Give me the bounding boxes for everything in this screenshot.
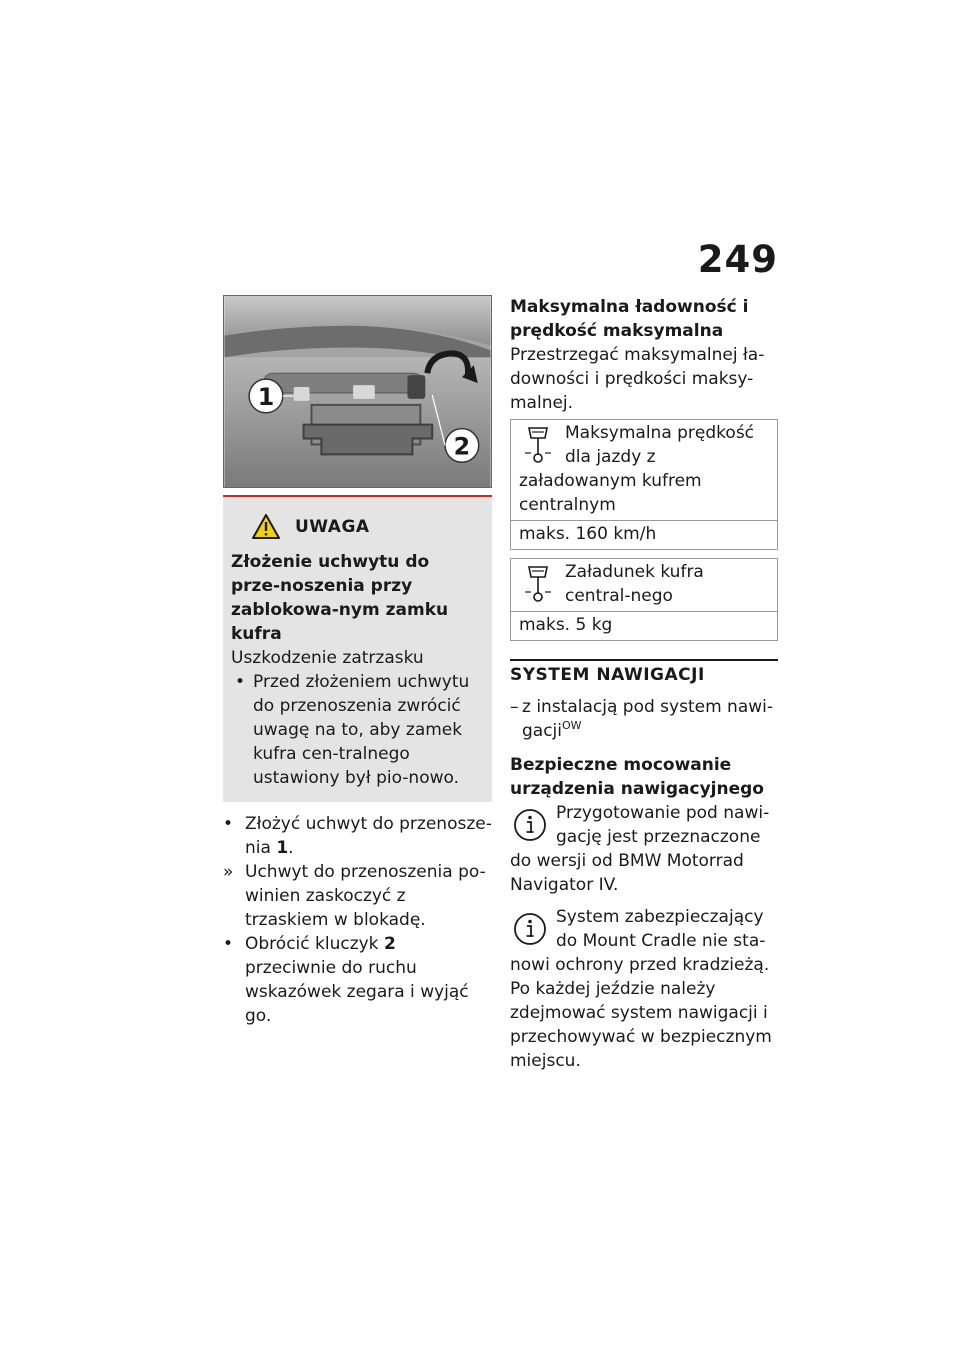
topcase-handle-illustration (223, 295, 492, 488)
nav-subheading: Bezpieczne mocowanie urządzenia nawigacyjnego (510, 755, 764, 799)
step-mark: » (223, 862, 234, 882)
equipment-note (510, 695, 778, 743)
spec-label: Załadunek kufra central-nego (565, 562, 704, 606)
steps-list (223, 812, 492, 1028)
info-text: System zabezpieczający do Mount Cradle nie sta-nowi ochrony przed kradzieżą. Po każdej jeździe należy zdejmować system nawigacji i przechowywać w bezpiecznym miejscu. (510, 907, 772, 1071)
page-number: 249 (697, 238, 778, 281)
info-icon (512, 807, 548, 843)
technical-data-icon (521, 425, 555, 465)
spec-table-load (510, 558, 778, 641)
warning-bullet (231, 670, 484, 790)
spec-value: maks. 5 kg (511, 612, 778, 641)
nav-section-title: SYSTEM NAWIGACJI (510, 659, 778, 685)
info-text: Przygotowanie pod nawi-gację jest przeznaczone do wersji od BMW Motorrad Navigator IV. (510, 803, 770, 895)
info-block (510, 801, 778, 897)
warning-bullet-text: Przed złożeniem uchwytu do przenoszenia zwrócić uwagę na to, aby zamek kufra cen-tralnego ustawiony był pio-nowo. (253, 672, 470, 788)
step-text: Uchwyt do przenoszenia po-winien zaskoczyć z trzaskiem w blokadę. (245, 862, 486, 930)
warning-subtitle: Złożenie uchwytu do prze-noszenia przy zablokowa-nym zamku kufra (231, 552, 449, 644)
spec-value: maks. 160 km/h (511, 521, 778, 550)
step-text-after: . (288, 838, 294, 858)
step-item (223, 932, 492, 1028)
right-column (510, 295, 778, 1073)
step-text: Obrócić kluczyk (245, 934, 384, 954)
callout-1: 1 (257, 382, 275, 411)
step-ref: 1 (276, 838, 289, 858)
info-block (510, 905, 778, 1073)
dash-mark: – (510, 697, 519, 717)
info-icon (512, 911, 548, 947)
step-ref: 2 (383, 934, 396, 954)
equipment-sup: OW (562, 719, 582, 732)
step-item (223, 860, 492, 932)
spec-label: Maksymalna prędkość dla jazdy z załadowanym kufrem centralnym (519, 423, 755, 515)
technical-data-icon (521, 564, 555, 604)
step-mark: • (223, 934, 234, 954)
step-item (223, 812, 492, 860)
spec-table-speed (510, 419, 778, 550)
equipment-text: z instalacją pod system nawi-gacji (522, 697, 773, 741)
step-text: Złożyć uchwyt do przenosze-nia (245, 814, 492, 858)
bullet-mark: • (235, 672, 246, 692)
warning-box (223, 495, 492, 802)
load-text: Przestrzegać maksymalnej ła-downości i prędkości maksy-malnej. (510, 345, 765, 413)
warning-triangle-icon (251, 513, 281, 540)
step-mark: • (223, 814, 234, 834)
left-column (223, 295, 492, 1028)
warning-title: UWAGA (295, 516, 370, 537)
warning-consequence: Uszkodzenie zatrzasku (231, 648, 424, 668)
callout-2: 2 (453, 432, 471, 461)
load-heading: Maksymalna ładowność i prędkość maksymalna (510, 297, 749, 341)
step-text-after: przeciwnie do ruchu wskazówek zegara i wyjąć go. (245, 958, 469, 1026)
